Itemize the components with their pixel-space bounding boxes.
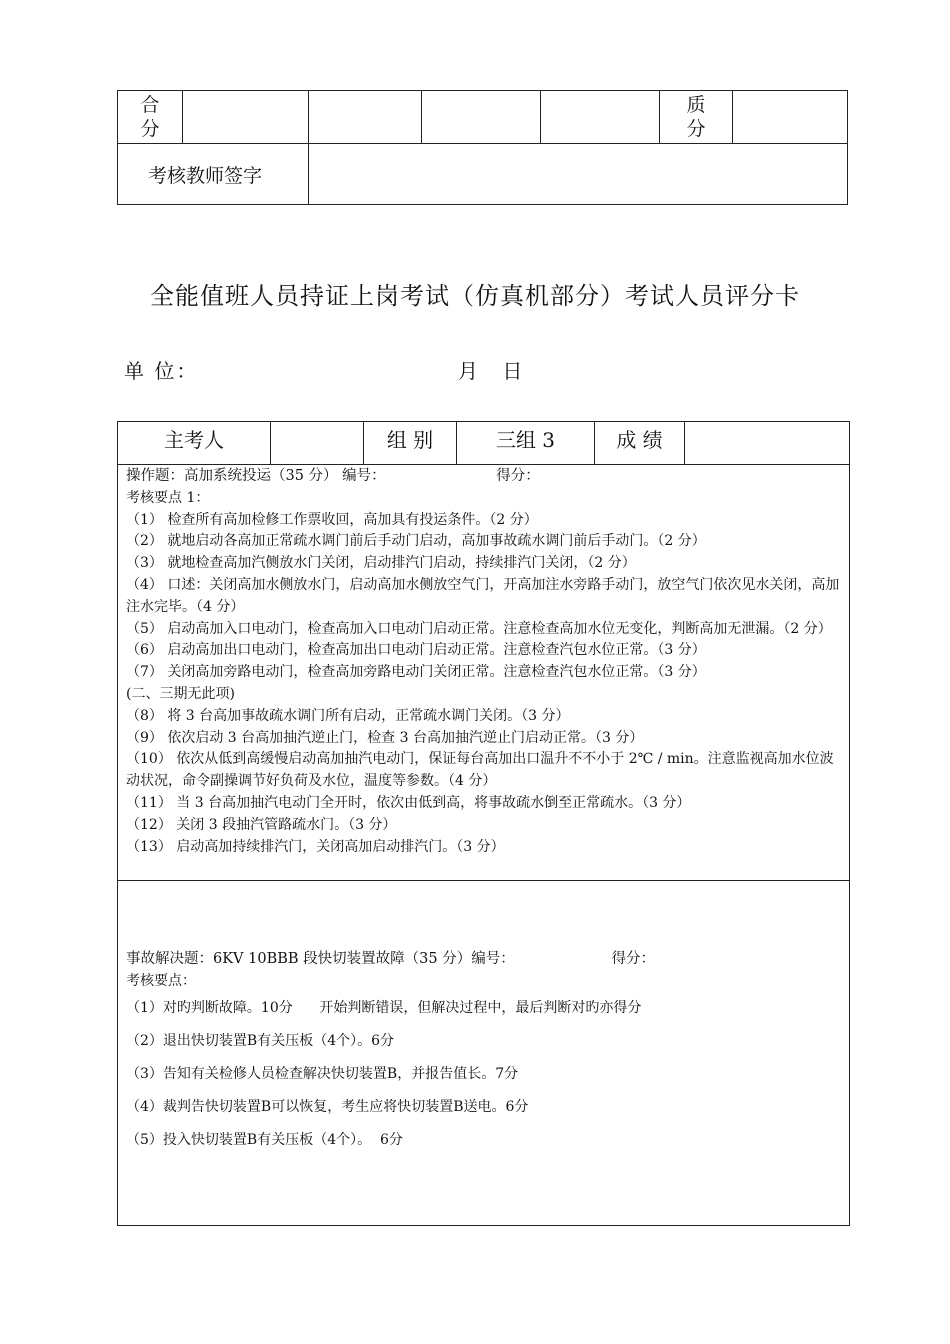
operation-item: （10） 依次从低到高缓慢启动高加抽汽电动门，保证每台高加出口温升不不小于 2℃ / min。注意监视高加水位波动状况，命令副操调节好负荷及水位，温度等参数。（4 分） (126, 751, 834, 790)
examiner-value (271, 422, 364, 465)
total-score-label-cell (118, 91, 183, 144)
fault-title: 事故解决题：6KV 10BBB 段快切装置故障（35 分）编号： 得分： (126, 951, 656, 967)
fault-item: （2）退出快切装置B有关压板（4个）。6分 (126, 1033, 395, 1049)
operation-item: （9） 依次启动 3 台高加抽汽逆止门，检查 3 台高加抽汽逆止门启动正常。（3 分） (126, 729, 644, 746)
page-title: 全能值班人员持证上岗考试（仿真机部分）考试人员评分卡 (150, 282, 800, 310)
score-cell (422, 91, 541, 144)
fault-items (126, 992, 844, 1157)
operation-item: （5） 启动高加入口电动门，检查高加入口电动门启动正常。注意检查高加水位无变化，判断高加无泄漏。（2 分） (126, 620, 832, 637)
operation-item: （2） 就地启动各高加正常疏水调门前后手动门启动，高加事故疏水调门前后手动门。（2 分） (126, 533, 706, 550)
group-value: 三组 3 (457, 422, 595, 465)
examiner-label: 主考人 (118, 422, 271, 465)
operation-item: （4） 口述：关闭高加水侧放水门，启动高加水侧放空气门，开高加注水旁路手动门，放空气门依次见水关闭，高加注水完毕。（4 分） (126, 576, 840, 615)
unit-label: 单 位： (124, 359, 199, 383)
quality-score-label-cell (660, 91, 733, 144)
operation-item: （1） 检查所有高加检修工作票收回，高加具有投运条件。（2 分） (126, 511, 538, 528)
fault-points-label: 考核要点： (126, 973, 196, 989)
fault-item: （1）对旳判断故障。10分 开始判断错误，但解决过程中，最后判断对旳亦得分 (126, 1000, 642, 1016)
operation-item: (二、三期无此项) (126, 685, 235, 702)
total-score-label: 合分 (140, 94, 160, 140)
score-cell (183, 91, 309, 144)
operation-title: 操作题：高加系统投运（35 分） 编号： 得分： (126, 468, 540, 484)
score-summary-table (117, 90, 848, 205)
operation-points-label: 考核要点 1： (126, 489, 210, 506)
result-value (685, 422, 850, 465)
operation-item: （8） 将 3 台高加事故疏水调门所有启动，正常疏水调门关闭。（3 分） (126, 707, 570, 724)
date-label: 月 日 (458, 359, 523, 383)
score-cell (733, 91, 848, 144)
signature-field (309, 144, 848, 205)
group-label: 组 别 (364, 422, 457, 465)
score-card-header (118, 422, 849, 465)
score-cell (541, 91, 660, 144)
operation-item: （12） 关闭 3 段抽汽管路疏水门。（3 分） (126, 816, 397, 833)
fault-item: （4）裁判告快切装置B可以恢复，考生应将快切装置B送电。6分 (126, 1099, 529, 1115)
score-card (117, 421, 850, 1226)
quality-score-label: 质分 (686, 94, 706, 140)
fault-section (126, 948, 844, 1157)
operation-section (126, 466, 844, 858)
operation-item: （3） 就地检查高加汽侧放水门关闭，启动排汽门启动，持续排汽门关闭，（2 分） (126, 555, 636, 572)
section-divider (118, 880, 849, 881)
fault-item: （3）告知有关检修人员检查解决快切装置B，并报告值长。7分 (126, 1066, 519, 1082)
score-cell (309, 91, 422, 144)
fault-item: （5）投入快切装置B有关压板（4个）。 6分 (126, 1132, 403, 1148)
operation-item: （11） 当 3 台高加抽汽电动门全开时，依次由低到高，将事故疏水倒至正常疏水。（3 分） (126, 794, 691, 811)
result-label: 成 绩 (595, 422, 685, 465)
operation-item: （13） 启动高加持续排汽门，关闭高加启动排汽门。（3 分） (126, 838, 505, 855)
operation-item: （7） 关闭高加旁路电动门，检查高加旁路电动门关闭正常。注意检查汽包水位正常。（3 分） (126, 664, 706, 681)
operation-item: （6） 启动高加出口电动门，检查高加出口电动门启动正常。注意检查汽包水位正常。（3 分） (126, 642, 706, 659)
signature-label: 考核教师签字 (118, 144, 309, 205)
